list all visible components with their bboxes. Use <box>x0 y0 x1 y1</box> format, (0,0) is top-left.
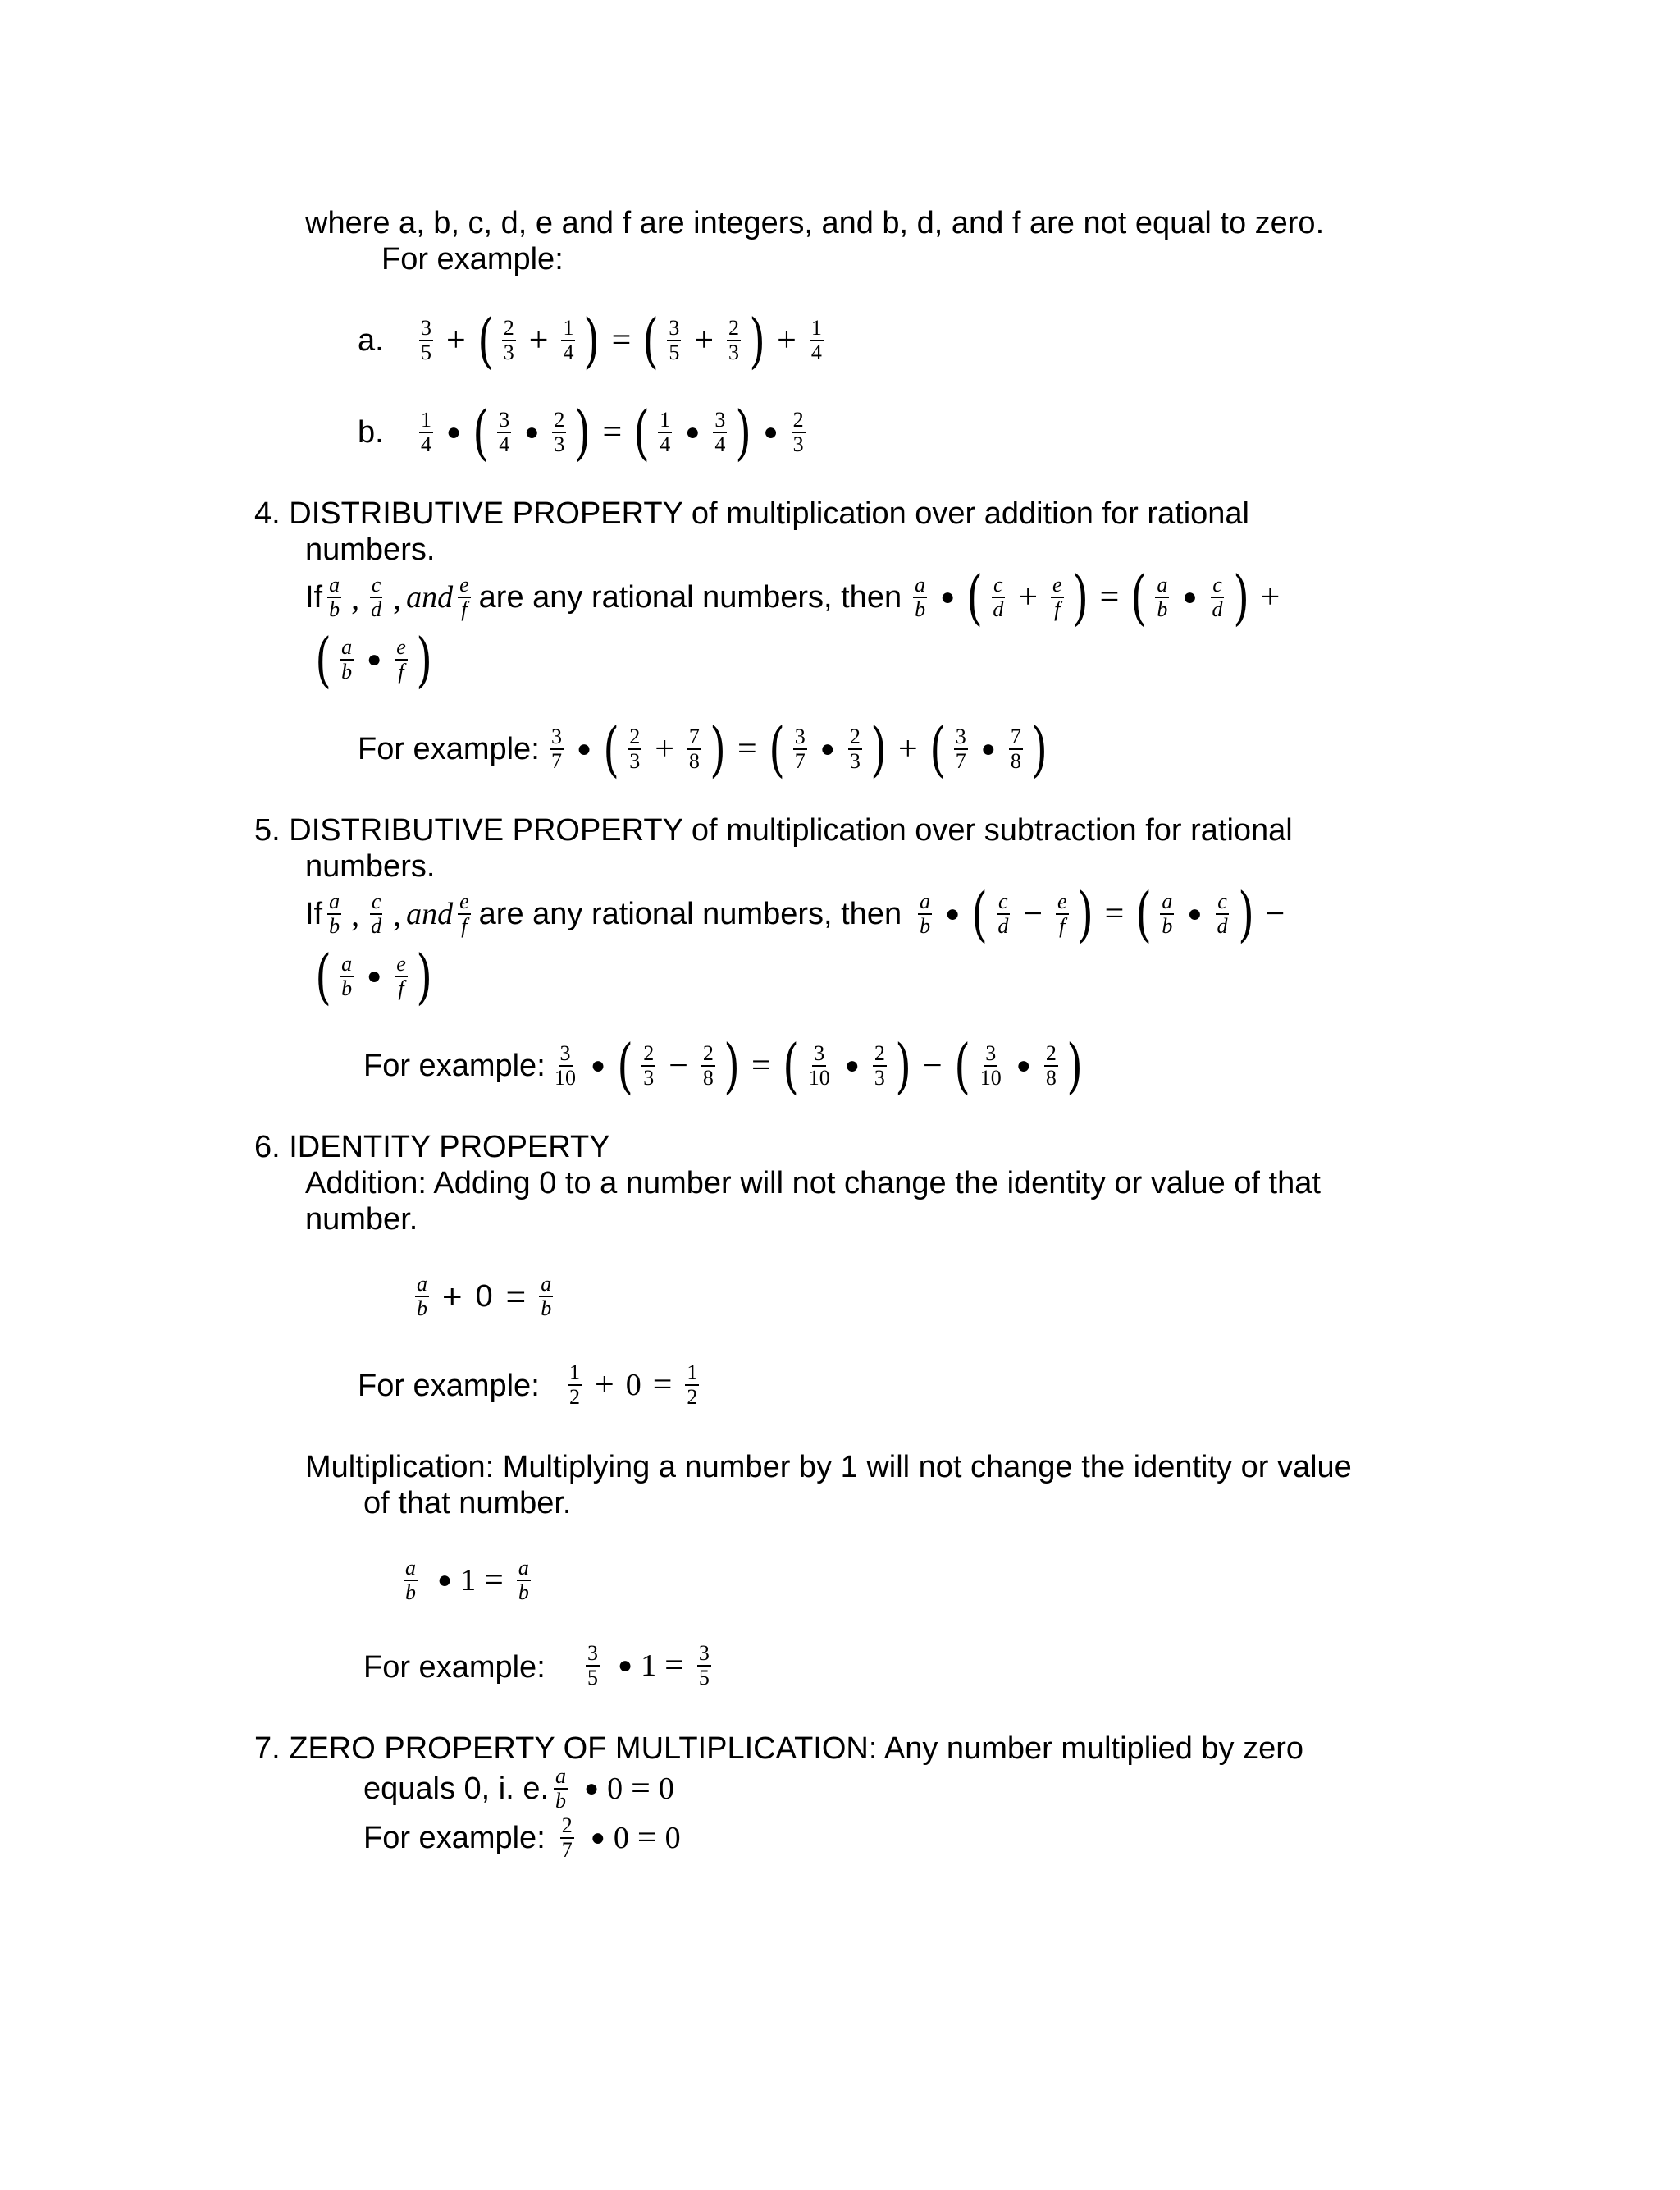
section7-example: For example: $\frac{2}{7}$ ● 0 = 0 <box>363 1813 681 1862</box>
section6-multiplication-text: Multiplication: Multiplying a number by 1 will not change the identity or value <box>305 1450 1352 1484</box>
section5-if-statement-cont: ( $\frac{a}{b}$ ● $\frac{e}{f}$ ) <box>315 942 432 1011</box>
section5-if-statement: If $\frac{a}{b}$ , $\frac{c}{d}$ , and $\frac{e}{f}$ are any rational numbers, then $\frac{a}{b}$ ● ( $\frac{c}{d}$ − $\frac{e}{f}$ ) = ( $\frac{a}{b}$ ● $\frac{c}{d}$ ) − <box>305 880 1285 949</box>
intro-for-example: For example: <box>381 242 564 277</box>
section5-example-equation: $\frac{3}{10}$ ● ( $\frac{2}{3}$ − $\frac{2}{8}$ ) = ( $\frac{3}{10}$ ● $\frac{2}{3}$ ) − ( $\frac{3}{10}$ ● $\frac{2}{8}$ ) <box>555 1031 1083 1100</box>
section4-heading: 4. DISTRIBUTIVE PROPERTY of multiplication over addition for rational <box>254 496 1249 531</box>
example-b-label: b. <box>358 415 384 450</box>
section6-for-example-1: For example: <box>358 1369 540 1403</box>
intro-text-line1: where a, b, c, d, e and f are integers, and b, d, and f are not equal to zero. <box>305 206 1325 240</box>
section6-multiplication-example: $\frac{3}{5}$ ● 1 = $\frac{3}{5}$ <box>587 1641 710 1689</box>
section6-addition-text-cont: number. <box>305 1202 418 1237</box>
section6-multiplication-formula: $\frac{a}{b}$ ● 1 = $\frac{a}{b}$ <box>405 1556 529 1604</box>
example-a-label: a. <box>358 323 384 358</box>
section4-if-statement: If $\frac{a}{b}$ , $\frac{c}{d}$ , and $\frac{e}{f}$ are any rational numbers, then $\frac{a}{b}$ ● ( $\frac{c}{d}$ + $\frac{e}{f}$ ) = ( $\frac{a}{b}$ ● $\frac{c}{d}$ ) + <box>305 563 1281 632</box>
example-b-equation: $\frac{1}{4}$ ● ( $\frac{3}{4}$ ● $\frac{2}{3}$ ) = ( $\frac{1}{4}$ ● $\frac{3}{4}$ ) ● $\frac{2}{3}$ <box>421 398 804 467</box>
section5-heading: 5. DISTRIBUTIVE PROPERTY of multiplication over subtraction for rational <box>254 813 1293 848</box>
section6-heading: 6. IDENTITY PROPERTY <box>254 1130 610 1164</box>
section5-for-example: For example: <box>363 1049 546 1083</box>
section6-addition-formula: $\frac{a}{b}$ + 0 = $\frac{a}{b}$ <box>417 1272 552 1320</box>
section7-formula: equals 0, i. e. $\frac{a}{b}$ ● 0 = 0 <box>363 1764 674 1813</box>
section4-example-equation: $\frac{3}{7}$ ● ( $\frac{2}{3}$ + $\frac{7}{8}$ ) = ( $\frac{3}{7}$ ● $\frac{2}{3}$ ) + ( $\frac{3}{7}$ ● $\frac{7}{8}$ ) <box>551 715 1048 784</box>
section5-heading-cont: numbers. <box>305 849 436 884</box>
section4-if-statement-cont: ( $\frac{a}{b}$ ● $\frac{e}{f}$ ) <box>315 625 432 694</box>
section7-heading: 7. ZERO PROPERTY OF MULTIPLICATION: Any number multiplied by zero <box>254 1731 1304 1766</box>
section6-addition-example: $\frac{1}{2}$ + 0 = $\frac{1}{2}$ <box>569 1360 698 1409</box>
section4-heading-cont: numbers. <box>305 533 436 567</box>
example-a-equation: $\frac{3}{5}$ + ( $\frac{2}{3}$ + $\frac{1}{4}$ ) = ( $\frac{3}{5}$ + $\frac{2}{3}$ ) + $\frac{1}{4}$ <box>421 306 822 375</box>
section4-for-example: For example: <box>358 732 540 766</box>
section6-multiplication-text-cont: of that number. <box>363 1486 572 1520</box>
section6-addition-text: Addition: Adding 0 to a number will not change the identity or value of that <box>305 1166 1321 1200</box>
section6-for-example-2: For example: <box>363 1650 546 1685</box>
